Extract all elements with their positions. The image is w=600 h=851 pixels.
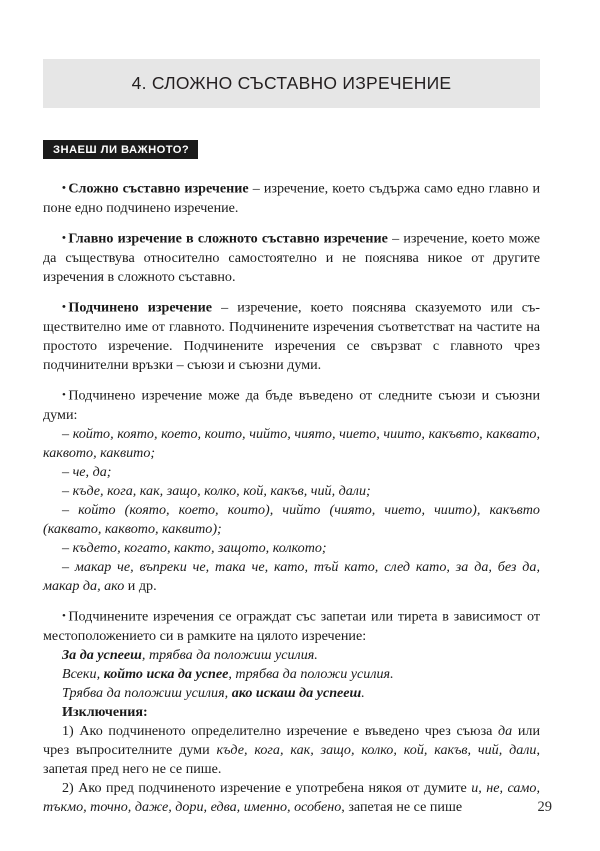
punctuation-intro (43, 607, 540, 646)
exception-italic-list: и, не, само, тъкмо, точно, даже, дори, едва, именно, особено (43, 780, 541, 816)
exception-tail: , запетая пред него не се пише. (43, 742, 540, 778)
conjunction-list-text: който, която, което, които, чийто, чиято, чието, чиито, какъвто, каквато, каквото, каквито; (43, 426, 540, 462)
example-sentence (43, 684, 540, 703)
example-sentence (43, 646, 540, 665)
definition-term: Сложно съставно изречение (68, 180, 249, 197)
dash-marker: – (62, 540, 70, 557)
example-rest: , трябва да положиш усилия. (141, 647, 318, 664)
definition-dash: – (392, 230, 400, 247)
exception-marker: 2) (62, 780, 74, 797)
conjunction-list-text: макар че, въпреки че, така че, като, тъй като, след като, за да, без да, макар да, ако (43, 559, 540, 595)
definition-paragraph (43, 298, 540, 375)
dash-marker: – (62, 483, 70, 500)
example-sentence (43, 665, 540, 684)
conjunction-list-item (43, 558, 540, 596)
dash-marker: – (62, 502, 70, 519)
exception-lead: Ако пред подчиненото изречение е употребена някоя от думите (73, 780, 472, 797)
conjunction-list-item (43, 425, 540, 463)
exception-italic-term: да (498, 723, 513, 740)
definition-body: изречение, което може да съществува относително самостоятелно и не пояснява никое от другите изречения в сложното съставно. (43, 230, 540, 285)
conjunction-list-item (43, 539, 540, 558)
dash-marker: – (62, 559, 70, 576)
conjunction-list-item (43, 501, 540, 539)
dash-marker: – (62, 426, 70, 443)
example-rest: , трябва да положи усилия. (228, 666, 394, 683)
example-highlight: който иска да успее (103, 666, 229, 683)
exception-marker: 1) (62, 723, 74, 740)
conjunction-list-text: че, да; (72, 464, 112, 481)
conjunction-list-trailing: и др. (124, 578, 157, 595)
bullet-icon: • (62, 182, 69, 194)
example-highlight: За да успееш (62, 647, 142, 664)
page-title: 4. СЛОЖНО СЪСТАВНО ИЗРЕЧЕНИЕ (131, 73, 452, 93)
definition-term: Подчинено изречение (68, 299, 213, 316)
status-badge-label: ЗНАЕШ ЛИ ВАЖНОТО? (53, 143, 190, 156)
definition-term: Главно изречение в сложното съставно изречение (68, 230, 388, 247)
bullet-icon: • (62, 610, 69, 623)
conjunction-list-text: който (която, което, които), чийто (чиято, чието, чиито), какъвто (каквато, каквото, каквито); (43, 502, 540, 538)
conjunction-list-item (43, 482, 540, 501)
status-badge (43, 140, 198, 159)
body-content (43, 179, 540, 817)
exception-mid: или чрез въпросителните думи (43, 723, 540, 759)
bullet-icon: • (62, 232, 69, 245)
paragraph-spacer (43, 596, 540, 607)
example-rest: . (361, 685, 365, 702)
dash-marker: – (62, 464, 70, 481)
punctuation-intro-text: Подчинените изречения се ограждат със запетаи или тирета в зависимост от местоположението си в рамките на цялото изречение: (43, 608, 540, 644)
bullet-icon: • (62, 301, 69, 314)
exception-item (43, 779, 540, 817)
conjunction-list-text: където, когато, както, защото, колкото; (72, 540, 327, 557)
conjunctions-intro (43, 386, 540, 425)
exceptions-heading: Изключения: (62, 704, 148, 721)
definition-paragraph (43, 179, 540, 218)
conjunctions-intro-text: Подчинено изречение може да бъде въведено от следните съюзи и съюзни думи: (43, 387, 540, 423)
conjunction-list-item (43, 463, 540, 482)
definition-body: изречение, което пояснява сказуемото или съществително име от главното. Подчинените изречения съответстват на частите на простото изречение. Подчинените изречения се свързват с главното чрез подчинителни връзки – съюзи и съюзни думи. (43, 299, 540, 373)
bullet-icon: • (62, 389, 69, 402)
example-lead: Всеки, (62, 666, 104, 683)
definition-paragraph (43, 229, 540, 287)
exception-italic-list: къде, кога, как, защо, колко, кой, какъв, чий, дали (216, 742, 537, 759)
definition-body: изречение, което съдържа само едно главно и поне едно подчинено изречение. (43, 180, 541, 216)
conjunction-list-text: къде, кога, как, защо, колко, кой, какъв, чий, дали; (72, 483, 371, 500)
example-highlight: ако искаш да успееш (231, 685, 362, 702)
definition-dash: – (252, 180, 260, 197)
page-number: 29 (537, 799, 552, 815)
exception-lead: Ако подчиненото определително изречение е въведено чрез съюза (73, 723, 499, 740)
exception-tail: , запетая не се пише (341, 799, 463, 816)
section-header-band (43, 59, 540, 108)
example-lead: Трябва да положиш усилия, (62, 685, 232, 702)
definition-dash: – (221, 299, 229, 316)
exception-item (43, 722, 540, 779)
